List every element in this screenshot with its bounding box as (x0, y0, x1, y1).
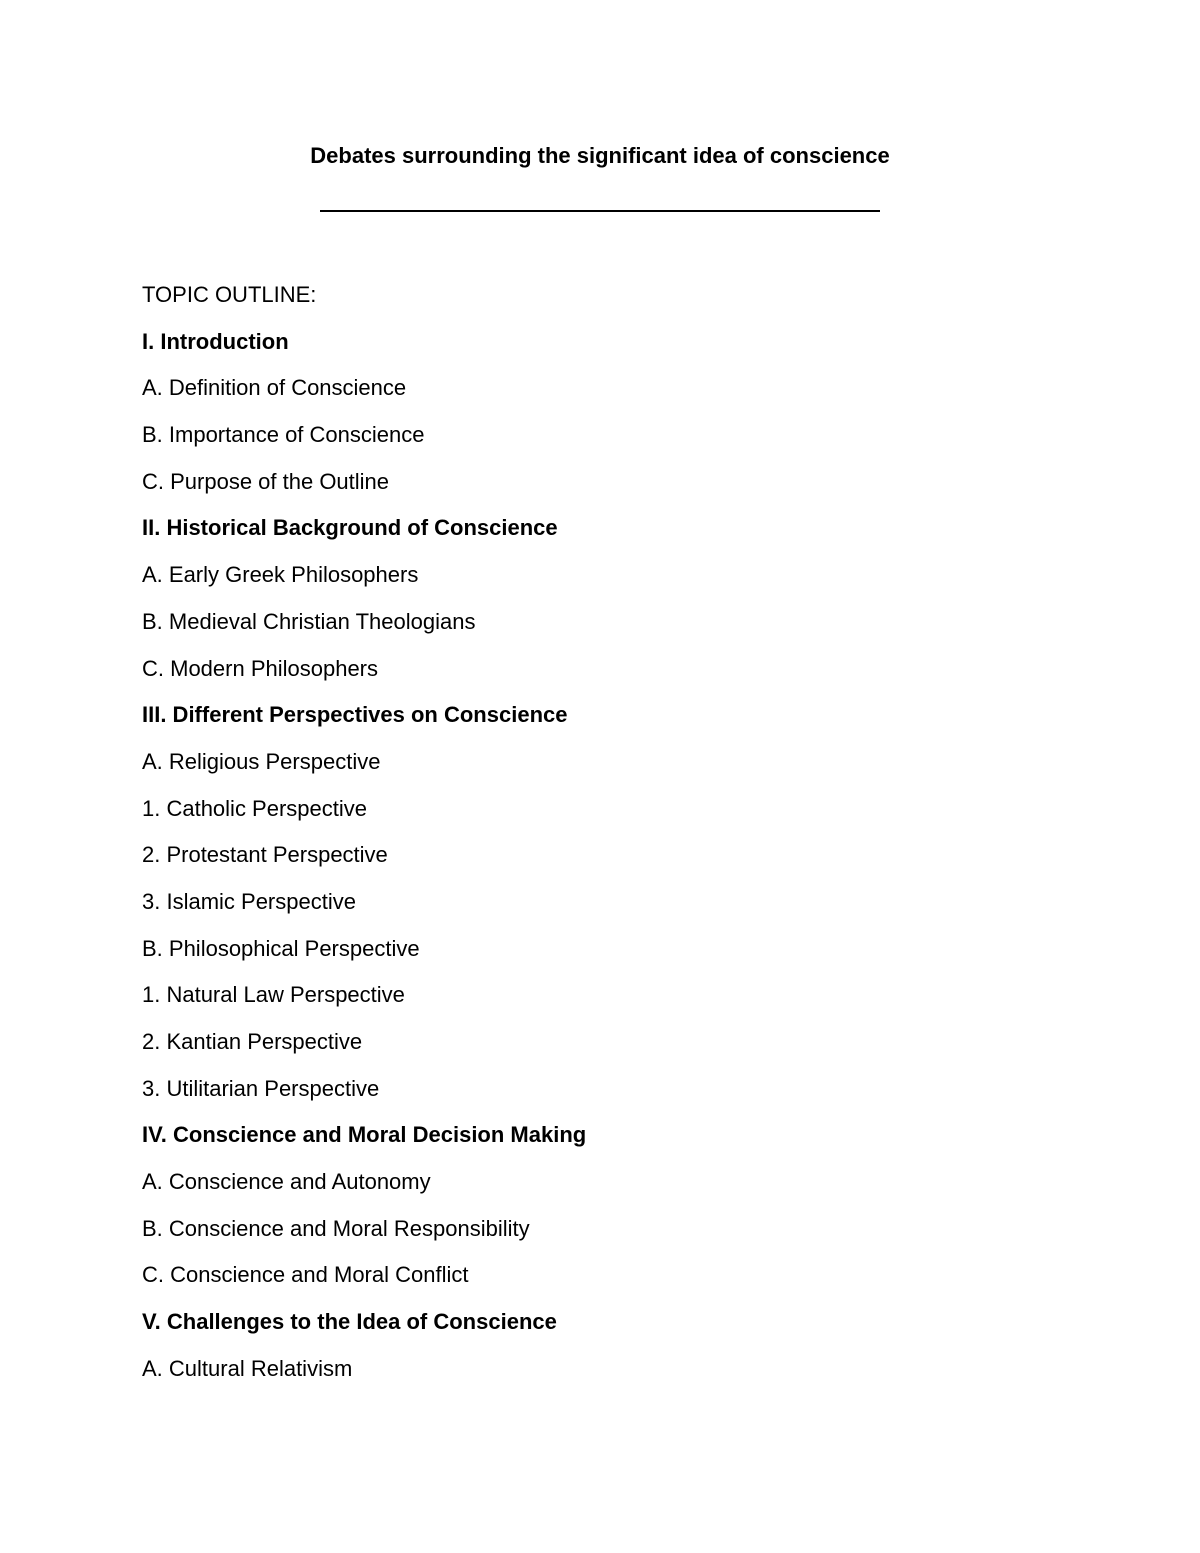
outline-item: B. Medieval Christian Theologians (142, 608, 476, 634)
title-divider (320, 210, 880, 212)
outline-subitem: 3. Utilitarian Perspective (142, 1075, 380, 1101)
outline-subitem: 1. Natural Law Perspective (142, 982, 405, 1008)
outline-item: A. Religious Perspective (142, 748, 381, 774)
outline-section-heading: I. Introduction (142, 328, 289, 354)
outline-item: A. Cultural Relativism (142, 1355, 353, 1381)
outline-subitem: 2. Kantian Perspective (142, 1029, 363, 1054)
outline-item: B. Conscience and Moral Responsibility (142, 1215, 530, 1241)
outline-subitem: 2. Protestant Perspective (142, 842, 388, 868)
outline-item: A. Conscience and Autonomy (142, 1169, 431, 1195)
topic-outline (142, 281, 1042, 1402)
outline-subitem: 3. Islamic Perspective (142, 888, 356, 914)
outline-subitem: 1. Catholic Perspective (142, 795, 367, 821)
outline-label: TOPIC OUTLINE: (142, 282, 317, 307)
document-title: Debates surrounding the significant idea of conscience (310, 143, 890, 168)
outline-item: B. Importance of Conscience (142, 422, 425, 448)
outline-item: C. Modern Philosophers (142, 655, 379, 681)
outline-item: B. Philosophical Perspective (142, 935, 420, 961)
outline-item: A. Early Greek Philosophers (142, 562, 419, 588)
outline-section-heading: V. Challenges to the Idea of Conscience (142, 1309, 557, 1335)
outline-item: C. Conscience and Moral Conflict (142, 1262, 469, 1288)
outline-section-heading: III. Different Perspectives on Conscience (142, 702, 568, 728)
outline-item: C. Purpose of the Outline (142, 468, 390, 494)
outline-section-heading: II. Historical Background of Conscience (142, 515, 558, 541)
outline-section-heading: IV. Conscience and Moral Decision Making (142, 1122, 587, 1148)
outline-item: A. Definition of Conscience (142, 375, 407, 401)
